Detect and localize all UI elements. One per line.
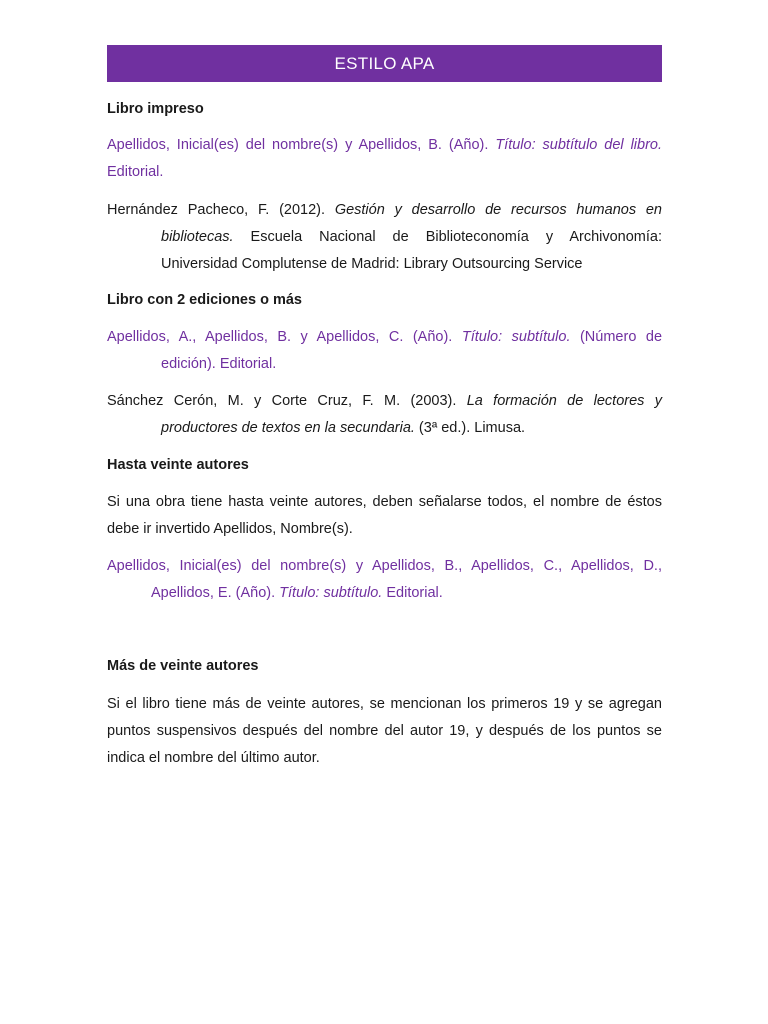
paragraph-line-2: puntos suspensivos después del nombre del autor 19, y después de los puntos se: [107, 723, 662, 739]
page-title: ESTILO APA: [334, 53, 435, 73]
paragraph-mas-de-veinte: [107, 691, 662, 772]
pattern-edition: (Número de: [570, 329, 663, 345]
example-title-part-1: La formación de lectores y: [466, 393, 662, 409]
citation-pattern-line-1: [107, 324, 662, 351]
example-author: Hernández Pacheco, F. (2012).: [107, 202, 335, 218]
example-line-2: [107, 415, 662, 442]
example-title-part-2: productores de textos en la secundaria.: [161, 420, 415, 436]
paragraph-hasta-veinte: [107, 489, 662, 543]
paragraph-line-3: indica el nombre del último autor.: [107, 750, 320, 766]
section-heading-libro-impreso: Libro impreso: [107, 101, 204, 117]
pattern-italic-title: Título: subtítulo.: [461, 329, 571, 345]
example-line-1: [107, 197, 662, 224]
citation-pattern-dos-ediciones: [107, 324, 662, 378]
section-heading-hasta-veinte: Hasta veinte autores: [107, 457, 249, 473]
citation-pattern-line-2: [107, 580, 662, 607]
paragraph-line-2: debe ir invertido Apellidos, Nombre(s).: [107, 521, 353, 537]
citation-pattern-line-2: Editorial.: [107, 164, 164, 180]
example-publisher: Escuela Nacional de Biblioteconomía y Archivonomía:: [233, 229, 662, 245]
pattern-italic-title: Título: subtítulo del libro.: [495, 137, 662, 153]
pattern-publisher: Editorial.: [382, 585, 443, 601]
example-line-2: [107, 224, 662, 251]
pattern-plain-text: Apellidos, E. (Año).: [151, 585, 280, 601]
example-author: Sánchez Cerón, M. y Corte Cruz, F. M. (2003).: [107, 393, 467, 409]
paragraph-line-1: Si el libro tiene más de veinte autores, se mencionan los primeros 19 y se agregan: [107, 696, 662, 712]
citation-example-dos-ediciones: [107, 388, 662, 442]
example-publisher: (3ª ed.). Limusa.: [414, 420, 526, 436]
pattern-italic-title: Título: subtítulo.: [279, 585, 383, 601]
example-title-part-1: Gestión y desarrollo de recursos humanos en: [334, 202, 662, 218]
example-title-part-2: bibliotecas.: [161, 229, 234, 245]
paragraph-line-1: Si una obra tiene hasta veinte autores, deben señalarse todos, el nombre de éstos: [107, 494, 662, 510]
example-line-1: [107, 388, 662, 415]
citation-pattern-libro-impreso: [107, 132, 662, 186]
citation-pattern-line-2: edición). Editorial.: [161, 356, 277, 372]
citation-pattern-line-1: [107, 132, 662, 159]
section-heading-mas-de-veinte: Más de veinte autores: [107, 658, 259, 674]
citation-pattern-line-1: Apellidos, Inicial(es) del nombre(s) y Apellidos, B., Apellidos, C., Apellidos, D.,: [107, 558, 662, 574]
pattern-plain-text: Apellidos, Inicial(es) del nombre(s) y Apellidos, B. (Año).: [107, 137, 496, 153]
pattern-plain-text: Apellidos, A., Apellidos, B. y Apellidos, C. (Año).: [107, 329, 462, 345]
citation-pattern-hasta-veinte: [107, 553, 662, 607]
section-heading-dos-ediciones: Libro con 2 ediciones o más: [107, 292, 302, 308]
page-title-banner: [107, 45, 662, 82]
example-line-3: Universidad Complutense de Madrid: Library Outsourcing Service: [161, 256, 583, 272]
citation-example-libro-impreso: [107, 197, 662, 278]
